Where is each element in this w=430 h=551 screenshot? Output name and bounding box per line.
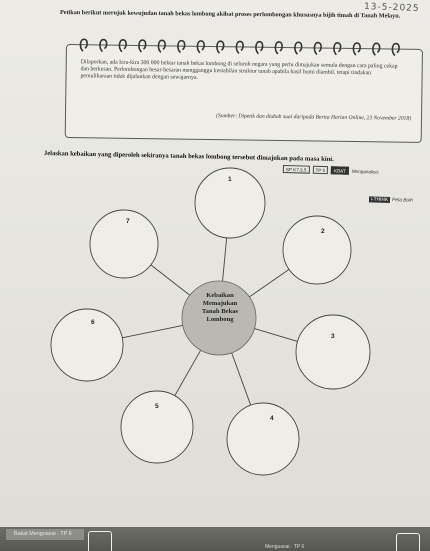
kbat-text: Menganalisis <box>351 168 379 175</box>
spoke-4 <box>232 353 251 405</box>
passage-source: (Sumber: Dipetik dan diubah suai daripada Berita Harian Online, 23 November 2018) <box>216 113 412 122</box>
spoke-5 <box>175 350 201 396</box>
bubble-number-4: 4 <box>270 415 274 422</box>
answer-bubble-2[interactable] <box>283 216 351 284</box>
answer-bubble-5[interactable] <box>121 391 193 463</box>
passage-text: Dilaporkan, ada kira-kira 300 000 hektar tanah bekas lombong di seluruh negara yang perlu dimajukan semula dengan cara paling cekap dan berkesan. Perlombongan besar-besaran mengganggu kestabilan struktur tanah apabila hasil bumi diambil, tetapi tindakan pemuliharaan tidak dijalankan dengan sewajarnya. <box>80 59 398 82</box>
center-line-3: Tanah Bekas <box>201 308 239 315</box>
spoke-7 <box>151 265 190 295</box>
answer-bubble-4[interactable] <box>227 403 299 475</box>
bubble-number-6: 6 <box>91 319 95 326</box>
center-line-2: Memajukan <box>202 300 238 307</box>
kbat-badge: KBAT <box>331 166 349 174</box>
bubble-number-3: 3 <box>331 333 335 340</box>
answer-bubble-6[interactable] <box>51 309 123 381</box>
tp-tag: TP 5 <box>312 166 328 174</box>
bubble-number-5: 5 <box>155 403 159 410</box>
spoke-6 <box>122 325 182 337</box>
center-line-1: Kebaikan <box>206 292 234 299</box>
center-line-4: Lombong <box>206 316 234 323</box>
spoke-1 <box>223 238 227 281</box>
spoke-3 <box>254 329 297 342</box>
ithink-map-type: Peta Buih <box>391 197 413 204</box>
question-text: Jelaskan kebaikan yang diperoleh sekiranya tanah bekas lombong tersebut dimajukan pada masa kini. <box>43 150 334 164</box>
footer-checkbox-1[interactable] <box>88 531 112 551</box>
bubble-number-7: 7 <box>126 218 130 225</box>
footer-tab: Bakat Menguasai · TP 6 <box>6 529 84 540</box>
instruction-text: Petikan berikut merujuk kewujudan tanah bekas lombong akibat proses perlombongan khususnya bijih timah di Tanah Melayu. <box>59 9 401 20</box>
bubble-number-2: 2 <box>321 228 325 235</box>
answer-bubble-3[interactable] <box>296 315 370 389</box>
ithink-badge: i-THINK <box>369 196 390 203</box>
sp-tag: SP K7.3.5 <box>283 165 310 174</box>
footer-checkbox-2[interactable] <box>396 533 420 551</box>
answer-bubble-7[interactable] <box>90 210 158 278</box>
bubble-number-1: 1 <box>228 176 232 183</box>
center-bubble-label <box>180 292 260 324</box>
footer-label: Menguasai · TP 6 <box>265 544 305 550</box>
handwritten-date: 13-5-2025 <box>364 2 421 14</box>
